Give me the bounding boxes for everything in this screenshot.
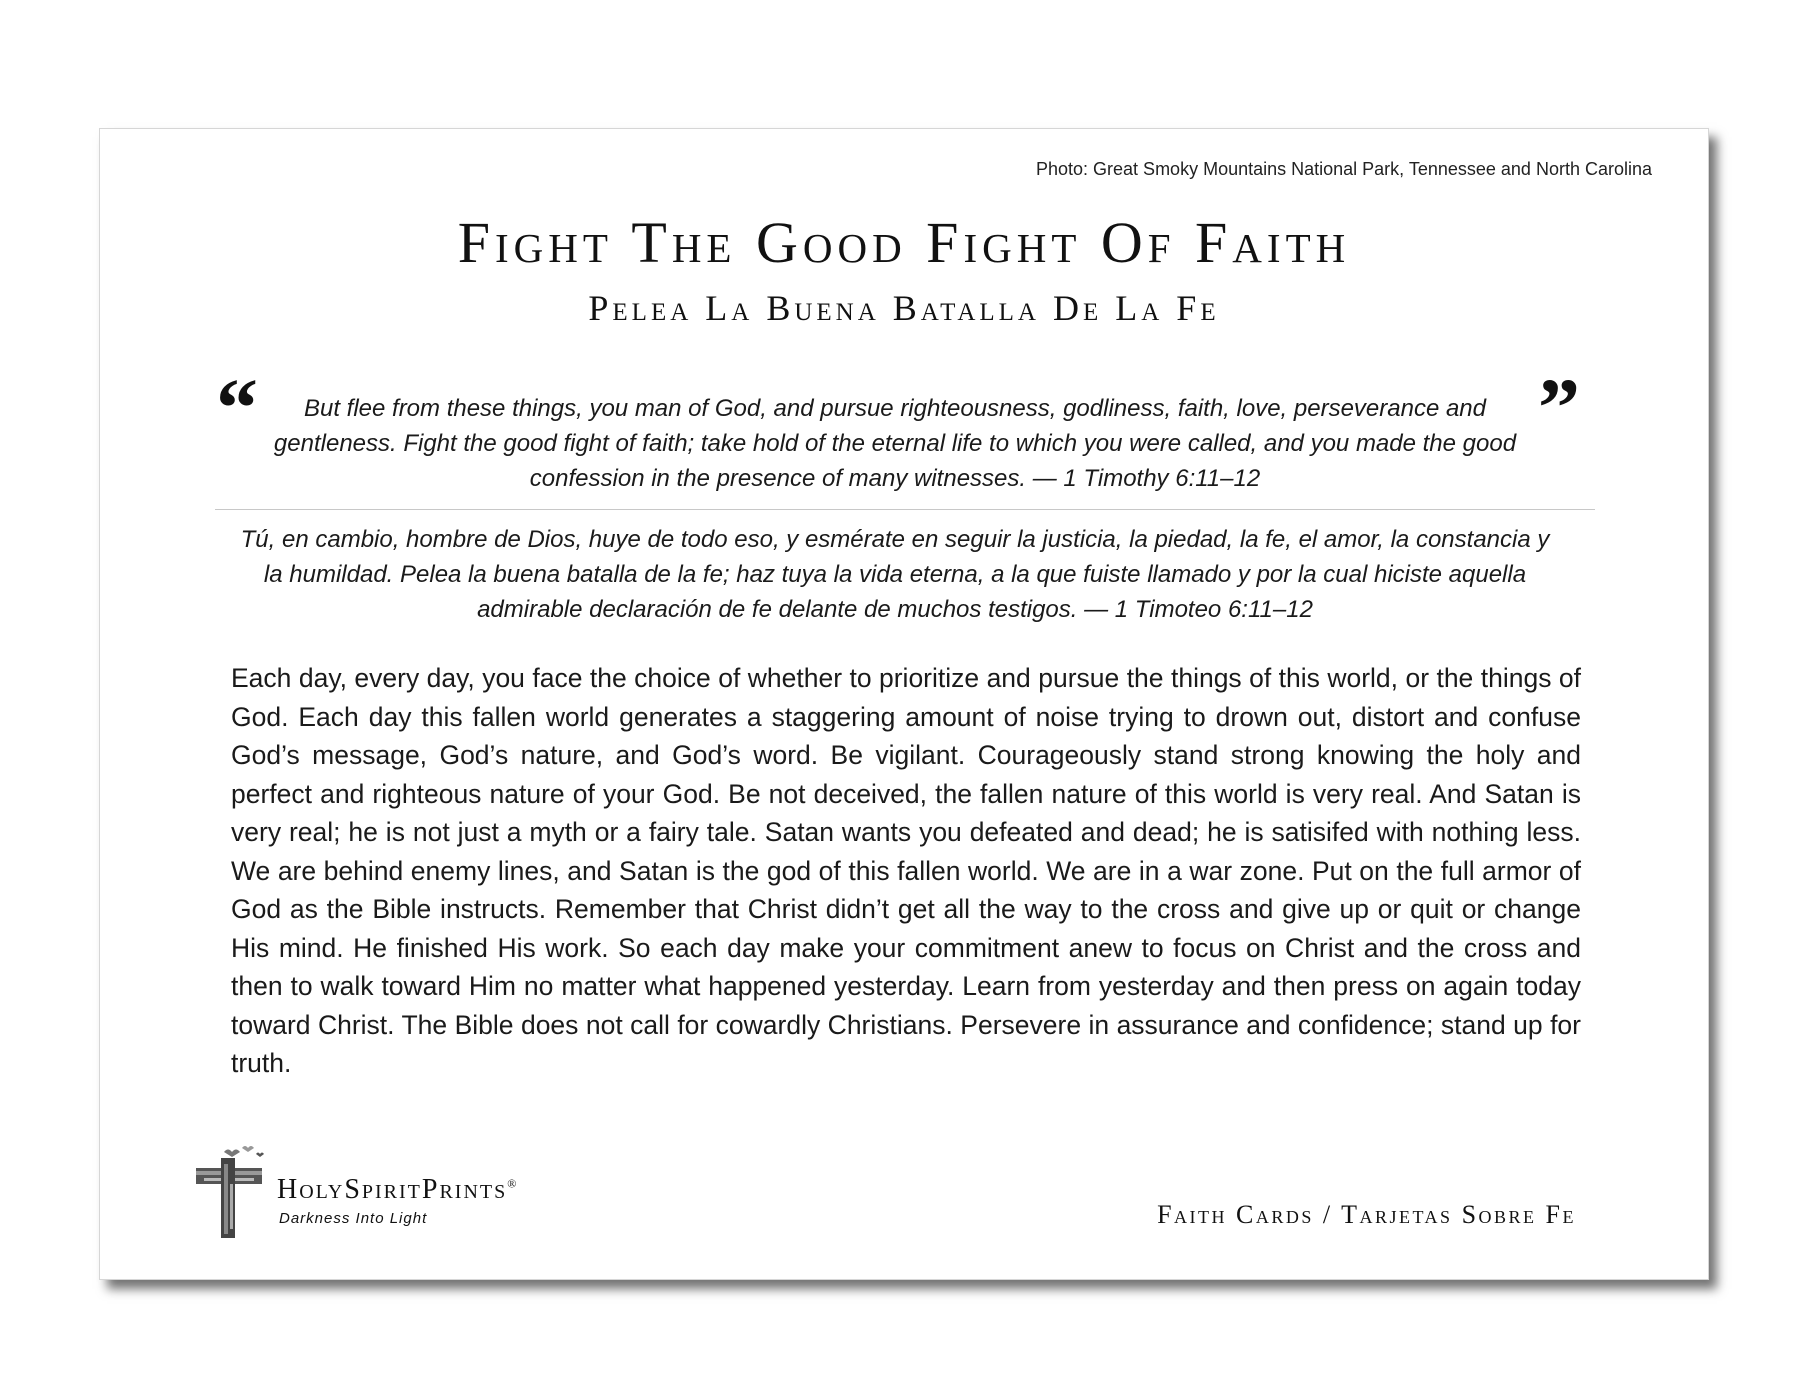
brand-tagline: Darkness Into Light [279, 1210, 428, 1227]
card-title: Fight The Good Fight Of Faith [457, 210, 1351, 275]
series-label: Faith Cards / Tarjetas Sobre Fe [1157, 1200, 1576, 1229]
close-quote-mark: ” [1538, 362, 1580, 455]
brand-logo [194, 1144, 554, 1239]
devotional-body: Each day, every day, you face the choice of whether to prioritize and pursue the things of this world, or the things of God. Each day this fallen world generates a staggering amount of noise trying to drown out, distort and confuse God’s message, God’s nature, and God’s word. Be vigilant. Courageously stand strong knowing the holy and perfect and righteous nature of your God. Be not deceived, the fallen nature of this world is very real. And Satan is very real; he is not just a myth or a fairy tale. Satan wants you defeated and dead; he is satisifed with nothing less. We are behind enemy lines, and Satan is the god of this fallen world. We are in a war zone. Put on the full armor of God as the Bible instructs. Remember that Christ didn’t get all the way to the cross and give up or quit or change His mind. He finished His work. So each day make your commitment anew to focus on Christ and the cross and then to walk toward Him no matter what happened yesterday. Learn from yesterday and then press on again today toward Christ. The Bible does not call for cowardly Christians. Persevere in assurance and confidence; stand up for truth. [231, 663, 1581, 1078]
photo-credit: Photo: Great Smoky Mountains National Park, Tennessee and North Carolina [1036, 159, 1652, 179]
brand-name: HolySpiritPrints® [277, 1174, 519, 1205]
verse-divider [215, 509, 1595, 510]
card-subtitle: Pelea La Buena Batalla De La Fe [588, 288, 1220, 328]
faith-card [99, 128, 1709, 1280]
registered-mark: ® [507, 1176, 519, 1191]
cross-with-doves-icon [194, 1144, 268, 1239]
open-quote-mark: “ [216, 362, 258, 455]
verse-english: But flee from these things, you man of God, and pursue righteousness, godliness, faith, love, perseverance and gentleness. Fight the good fight of faith; take hold of the eternal life to which you were called, and you made the good confession in the presence of many witnesses. — 1 Timothy 6:11–12 [273, 395, 1517, 492]
verse-spanish: Tú, en cambio, hombre de Dios, huye de todo eso, y esmérate en seguir la justicia, la piedad, la fe, el amor, la constancia y la humildad. Pelea la buena batalla de la fe; haz tuya la vida eterna, a la que fuiste llamado y por la cual hiciste aquella admirable declaración de fe delante de muchos testigos. — 1 Timoteo 6:11–12 [240, 526, 1550, 623]
